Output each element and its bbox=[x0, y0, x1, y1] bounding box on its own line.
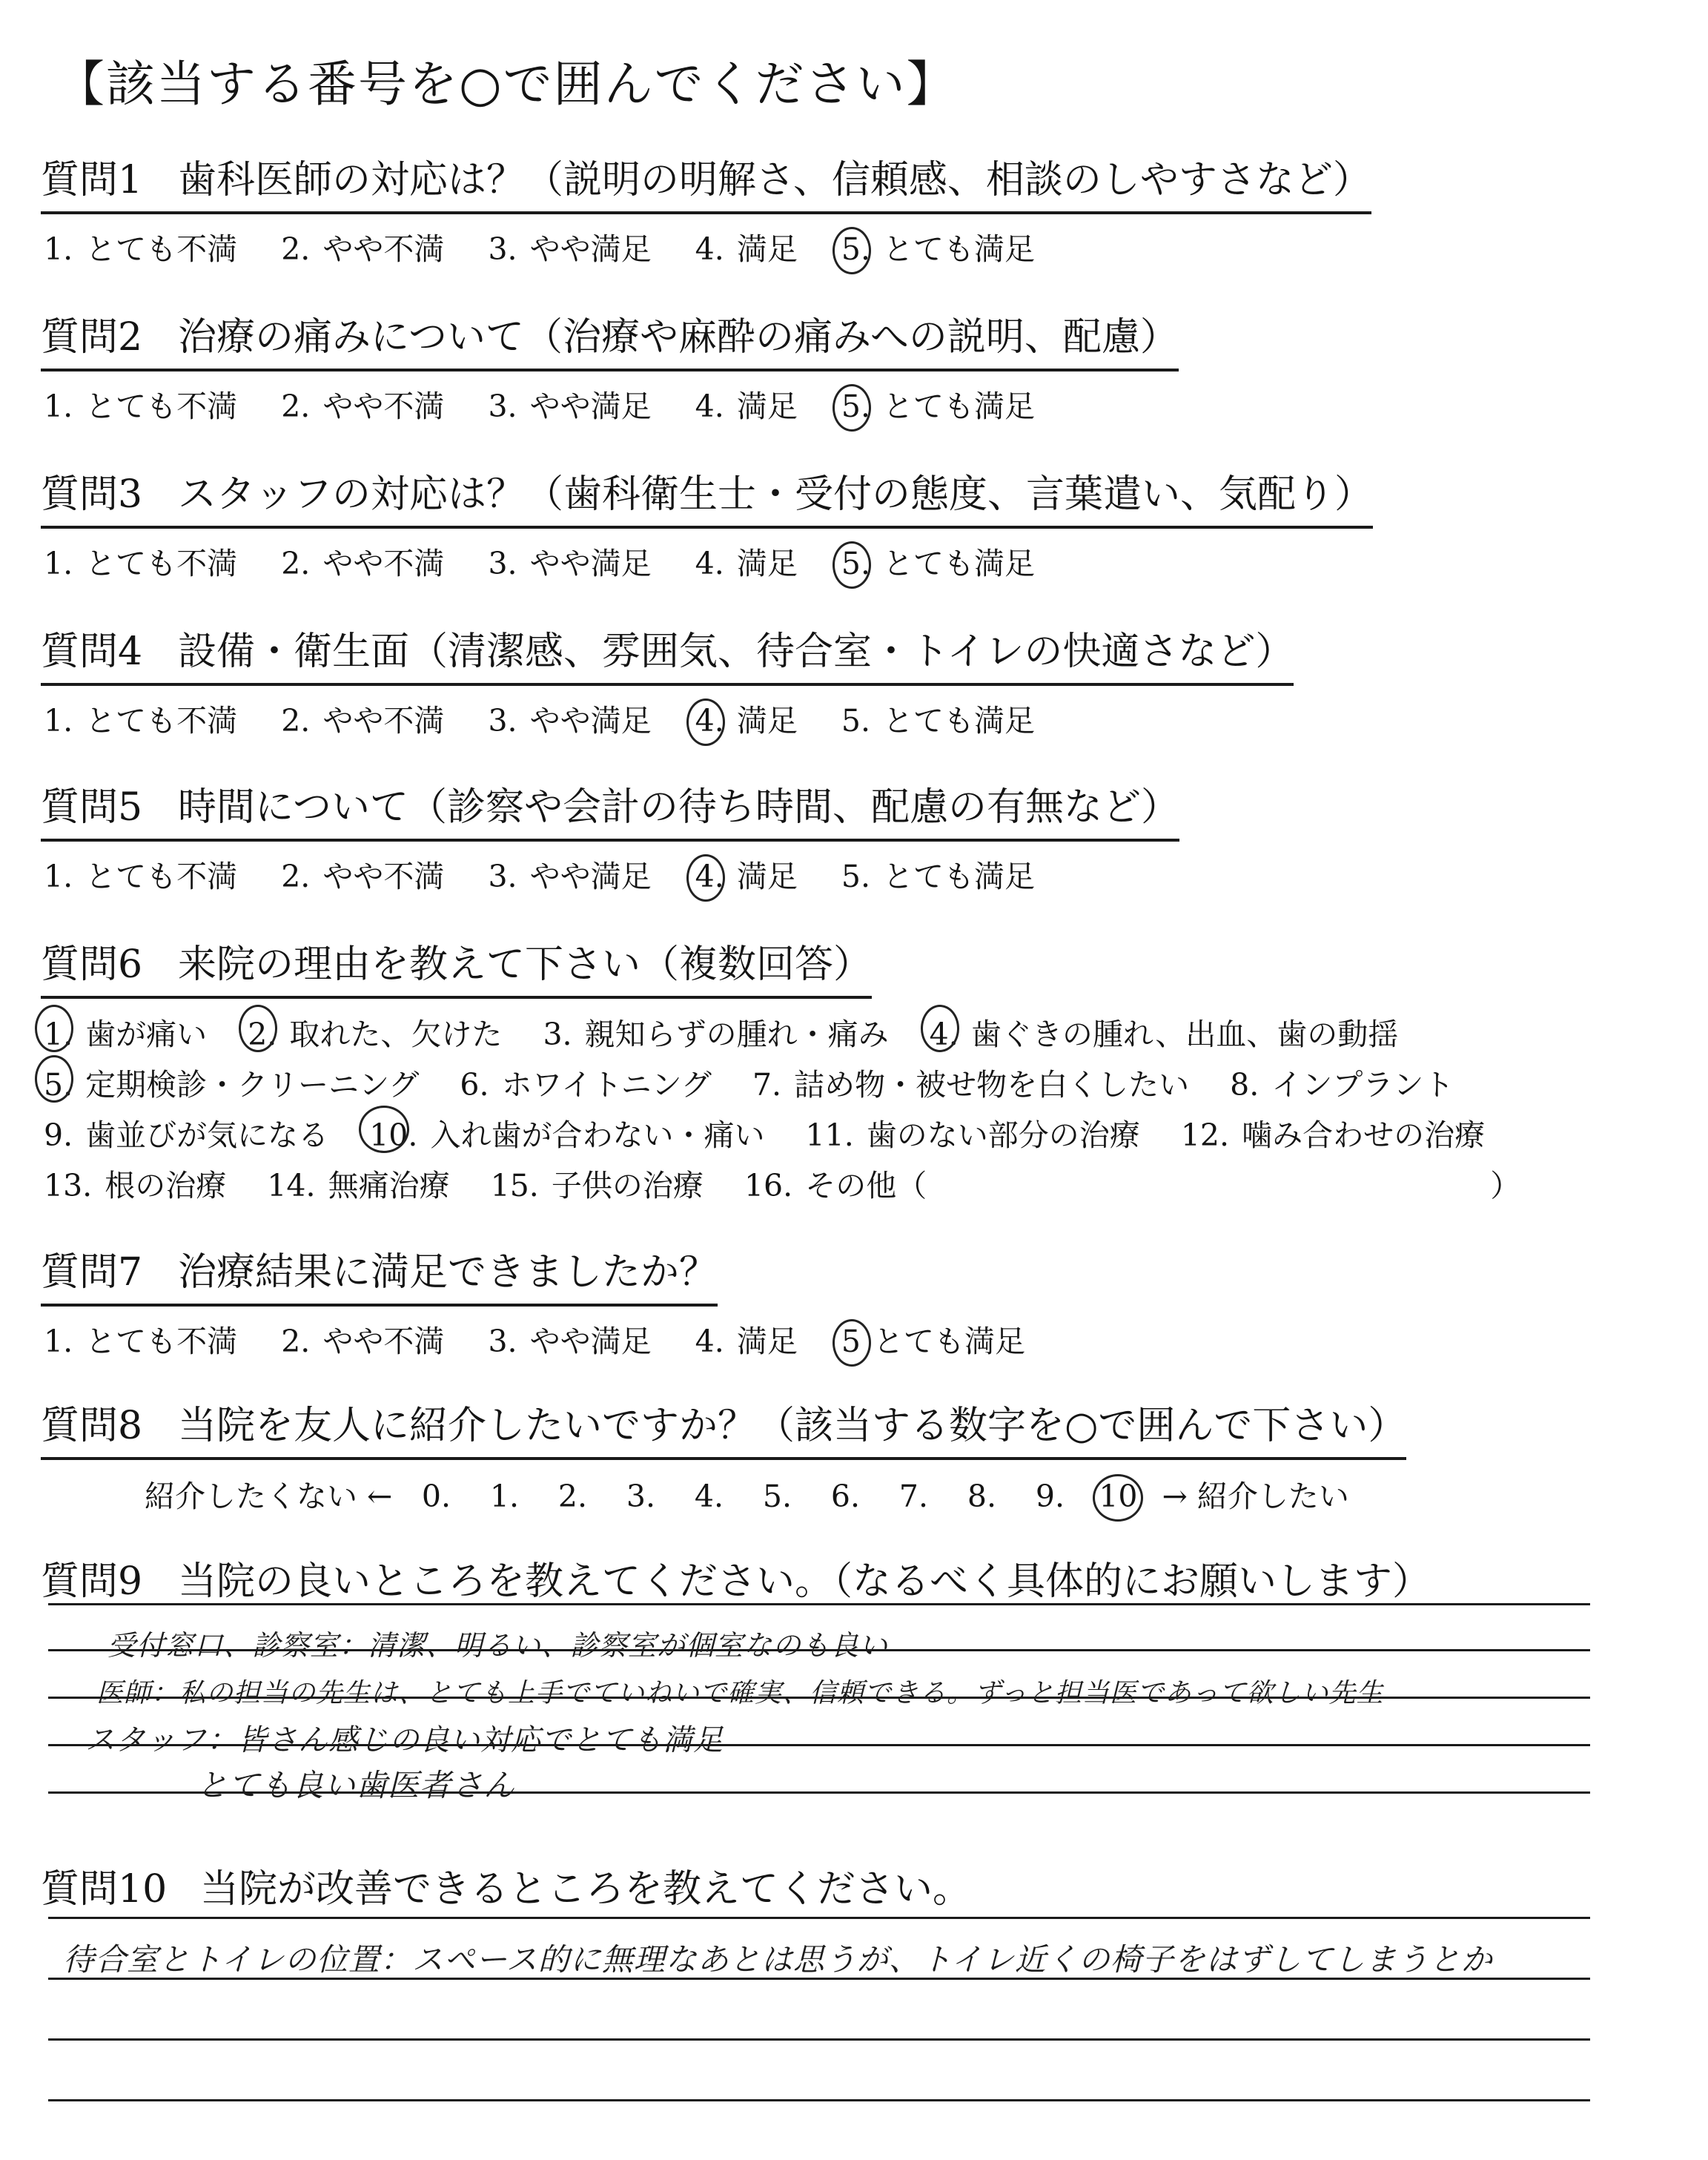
page-title: 【該当する番号を○で囲んでください】 bbox=[56, 56, 957, 113]
option-5-selected[interactable]: 5 とても満足 bbox=[838, 1317, 1025, 1361]
answer-line bbox=[48, 1603, 1590, 1605]
scale-5[interactable]: 5. bbox=[762, 1479, 792, 1514]
circle-mark: 5 bbox=[838, 1324, 864, 1359]
answer-options bbox=[41, 696, 1294, 740]
handwritten-answer[interactable]: 待合室とトイレの位置：スペース的に無理なあとは思うが、トイレ近くの椅子をはずしてしまうとか bbox=[63, 1941, 1493, 1978]
option-4-selected[interactable]: 4. 満足 bbox=[692, 852, 798, 896]
question-number: 質問2 bbox=[41, 315, 143, 360]
handwritten-answer[interactable]: スタッフ：皆さん感じの良い対応でとても満足 bbox=[85, 1723, 724, 1757]
circle-mark: 1. bbox=[41, 1009, 76, 1060]
circle-mark: 5. bbox=[838, 231, 873, 267]
scale-right-label: → 紹介したい bbox=[1162, 1479, 1349, 1514]
answer-line bbox=[48, 2099, 1590, 2101]
option-3[interactable]: 3. やや満足 bbox=[488, 546, 652, 581]
question-8 bbox=[41, 1394, 1406, 1516]
circle-mark: 5. bbox=[838, 389, 873, 424]
option-5-selected[interactable]: 5. とても満足 bbox=[838, 225, 1035, 268]
question-text: 当院が改善できるところを教えてください。 bbox=[200, 1867, 972, 1912]
question-10 bbox=[41, 1857, 971, 1913]
reason-5-selected[interactable]: 5. 定期検診・クリーニング bbox=[41, 1060, 419, 1110]
reason-6[interactable]: 6. ホワイトニング bbox=[460, 1067, 712, 1103]
option-1[interactable]: 1. とても不満 bbox=[44, 859, 238, 894]
question-number: 質問5 bbox=[41, 785, 143, 830]
scale-6[interactable]: 6. bbox=[830, 1479, 860, 1514]
reason-7[interactable]: 7. 詰め物・被せ物を白くしたい bbox=[752, 1067, 1190, 1103]
circle-mark: 4. bbox=[692, 859, 727, 894]
option-3[interactable]: 3. やや満足 bbox=[488, 389, 652, 424]
handwritten-answer[interactable]: 受付窓口、診察室：清潔、明るい、診察室が個室なのも良い bbox=[107, 1629, 889, 1662]
scale-10-selected[interactable]: 10 bbox=[1084, 1479, 1152, 1514]
reason-8[interactable]: 8. インプラント bbox=[1230, 1067, 1454, 1103]
option-4-selected[interactable]: 4. 満足 bbox=[692, 696, 798, 740]
option-1[interactable]: 1. とても不満 bbox=[44, 231, 238, 267]
reason-row bbox=[41, 1009, 1549, 1060]
reason-row bbox=[41, 1160, 1549, 1211]
option-3[interactable]: 3. やや満足 bbox=[488, 859, 652, 894]
reason-11[interactable]: 11. 歯のない部分の治療 bbox=[805, 1117, 1140, 1153]
option-1[interactable]: 1. とても不満 bbox=[44, 1324, 238, 1359]
option-4[interactable]: 4. 満足 bbox=[695, 389, 798, 424]
question-7 bbox=[41, 1241, 1056, 1361]
reason-15[interactable]: 15. 子供の治療 bbox=[490, 1168, 704, 1203]
reason-options bbox=[41, 1009, 1549, 1211]
reason-4-selected[interactable]: 4. 歯ぐきの腫れ、出血、歯の動揺 bbox=[927, 1009, 1399, 1060]
scale-8[interactable]: 8. bbox=[967, 1479, 996, 1514]
question-number: 質問4 bbox=[41, 630, 143, 674]
option-5[interactable]: 5. とても満足 bbox=[841, 859, 1036, 894]
handwritten-answer[interactable]: とても良い歯医者さん bbox=[196, 1767, 516, 1803]
option-2[interactable]: 2. やや不満 bbox=[281, 546, 445, 581]
question-text: 当院を友人に紹介したいですか？（該当する数字を○で囲んで下さい） bbox=[178, 1404, 1407, 1448]
question-text: 治療の痛みについて（治療や麻酔の痛みへの説明、配慮） bbox=[178, 315, 1179, 360]
question-number: 質問7 bbox=[41, 1250, 143, 1295]
reason-9[interactable]: 9. 歯並びが気になる bbox=[44, 1117, 329, 1153]
scale-2[interactable]: 2. bbox=[557, 1479, 587, 1514]
answer-options bbox=[41, 852, 1179, 896]
question-text: 治療結果に満足できましたか？ bbox=[178, 1250, 718, 1295]
answer-options bbox=[41, 1317, 1056, 1361]
option-5-selected[interactable]: 5. とても満足 bbox=[838, 382, 1035, 426]
question-6 bbox=[41, 933, 1549, 1211]
scale-4[interactable]: 4. bbox=[694, 1479, 724, 1514]
question-text: 設備・衛生面（清潔感、雰囲気、待合室・トイレの快適さなど） bbox=[178, 630, 1294, 674]
option-2[interactable]: 2. やや不満 bbox=[281, 1324, 445, 1359]
option-2[interactable]: 2. やや不満 bbox=[281, 389, 445, 424]
reason-13[interactable]: 13. 根の治療 bbox=[44, 1168, 227, 1203]
option-3[interactable]: 3. やや満足 bbox=[488, 1324, 652, 1359]
circle-mark: 5. bbox=[838, 546, 873, 581]
answer-line bbox=[48, 1917, 1590, 1919]
answer-options bbox=[41, 382, 1179, 426]
reason-14[interactable]: 14. 無痛治療 bbox=[267, 1168, 450, 1203]
recommend-scale bbox=[145, 1472, 1406, 1516]
question-heading bbox=[41, 1394, 1406, 1460]
question-text: 歯科医師の対応は？（説明の明解さ、信頼感、相談のしやすさなど） bbox=[178, 158, 1371, 202]
answer-options bbox=[41, 225, 1371, 268]
circle-mark: 10. bbox=[366, 1110, 420, 1160]
answer-options bbox=[41, 539, 1373, 583]
reason-2-selected[interactable]: 2. 取れた、欠けた bbox=[245, 1009, 502, 1060]
option-2[interactable]: 2. やや不満 bbox=[281, 231, 445, 267]
reason-row bbox=[41, 1060, 1549, 1110]
question-number: 質問9 bbox=[41, 1559, 143, 1604]
reason-12[interactable]: 12. 噛み合わせの治療 bbox=[1180, 1117, 1486, 1153]
option-1[interactable]: 1. とても不満 bbox=[44, 546, 238, 581]
answer-line bbox=[48, 2038, 1590, 2041]
question-1 bbox=[41, 148, 1371, 268]
reason-16-other[interactable]: 16. その他（ ） bbox=[744, 1168, 1521, 1203]
question-3 bbox=[41, 463, 1373, 583]
option-4[interactable]: 4. 満足 bbox=[695, 1324, 798, 1359]
question-text: 来院の理由を教えて下さい（複数回答） bbox=[178, 942, 873, 987]
question-heading bbox=[41, 933, 872, 999]
question-number: 質問3 bbox=[41, 472, 143, 517]
option-4[interactable]: 4. 満足 bbox=[695, 546, 798, 581]
question-heading bbox=[41, 305, 1179, 371]
circle-mark: 5. bbox=[41, 1060, 76, 1110]
circle-mark: 4. bbox=[927, 1009, 961, 1060]
question-text: スタッフの対応は？（歯科衛生士・受付の態度、言葉遣い、気配り） bbox=[178, 472, 1374, 517]
question-heading bbox=[41, 463, 1373, 529]
question-heading bbox=[41, 148, 1371, 214]
option-2[interactable]: 2. やや不満 bbox=[281, 859, 445, 894]
question-text: 当院の良いところを教えてください。（なるべく具体的にお願いします） bbox=[178, 1559, 1431, 1604]
option-5-selected[interactable]: 5. とても満足 bbox=[838, 539, 1035, 583]
circle-mark: 4. bbox=[692, 703, 727, 739]
question-heading bbox=[41, 1550, 1431, 1605]
handwritten-answer[interactable]: 医師：私の担当の先生は、とても上手でていねいで確実、信頼できる。ずっと担当医であって欲しい先生 bbox=[96, 1678, 1384, 1708]
question-heading bbox=[41, 1241, 718, 1307]
question-heading bbox=[41, 1857, 971, 1913]
option-5[interactable]: 5. とても満足 bbox=[841, 703, 1036, 739]
question-number: 質問8 bbox=[41, 1404, 143, 1448]
question-heading bbox=[41, 620, 1294, 686]
question-number: 質問1 bbox=[41, 158, 143, 202]
option-3[interactable]: 3. やや満足 bbox=[488, 231, 652, 267]
question-4 bbox=[41, 620, 1294, 740]
question-number: 質問10 bbox=[41, 1867, 168, 1912]
scale-7[interactable]: 7. bbox=[898, 1479, 928, 1514]
option-1[interactable]: 1. とても不満 bbox=[44, 389, 238, 424]
question-5 bbox=[41, 776, 1179, 896]
circle-mark: 2. bbox=[245, 1009, 279, 1060]
question-2 bbox=[41, 305, 1179, 426]
scale-9[interactable]: 9. bbox=[1035, 1479, 1065, 1514]
option-3[interactable]: 3. やや満足 bbox=[488, 703, 652, 739]
option-4[interactable]: 4. 満足 bbox=[695, 231, 798, 267]
option-1[interactable]: 1. とても不満 bbox=[44, 703, 238, 739]
scale-0[interactable]: 0. bbox=[421, 1479, 451, 1514]
option-2[interactable]: 2. やや不満 bbox=[281, 703, 445, 739]
reason-10-selected[interactable]: 10. 入れ歯が合わない・痛い bbox=[366, 1110, 764, 1160]
question-text: 時間について（診察や会計の待ち時間、配慮の有無など） bbox=[178, 785, 1179, 830]
reason-1-selected[interactable]: 1. 歯が痛い bbox=[41, 1009, 207, 1060]
question-number: 質問6 bbox=[41, 942, 143, 987]
scale-left-label: 紹介したくない ← bbox=[145, 1479, 393, 1514]
question-9 bbox=[41, 1550, 1431, 1605]
question-heading bbox=[41, 776, 1179, 842]
scale-1[interactable]: 1. bbox=[489, 1479, 519, 1514]
scale-3[interactable]: 3. bbox=[626, 1479, 655, 1514]
reason-row bbox=[41, 1110, 1549, 1160]
reason-3[interactable]: 3. 親知らずの腫れ・痛み bbox=[543, 1017, 889, 1052]
